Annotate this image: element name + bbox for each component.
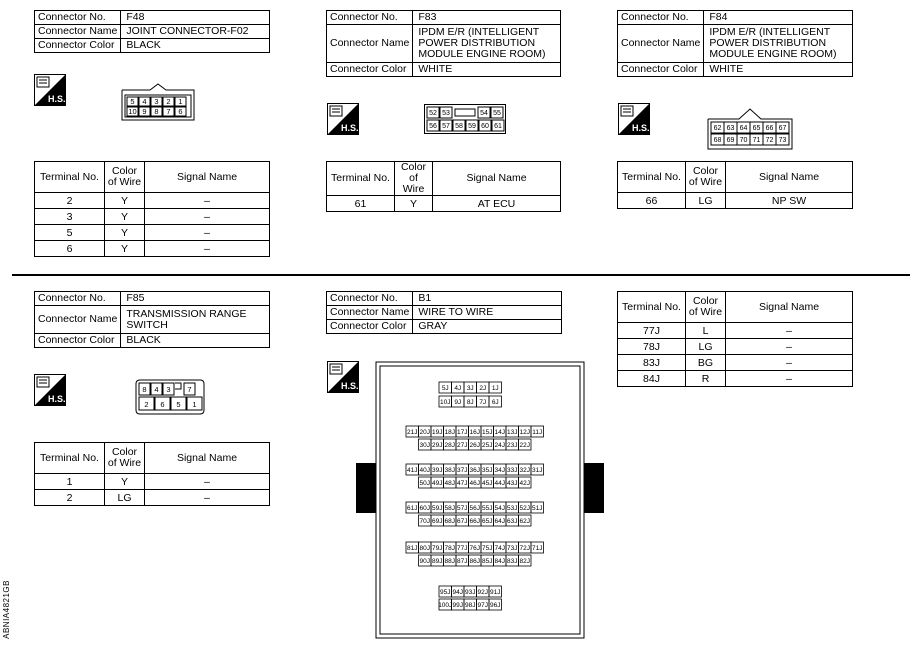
wire-color-header: Color of Wire: [686, 292, 726, 323]
svg-text:H.S.: H.S.: [48, 94, 66, 104]
pin-label: 7: [187, 385, 192, 394]
connector-face-f83: [424, 104, 506, 139]
connector-color-label: Connector Color: [35, 39, 121, 53]
terminal-table-b1: [617, 291, 853, 387]
pin-label: 1: [192, 400, 197, 409]
pin-label: 39J: [432, 467, 443, 474]
document-code: ABNIA4821GB: [2, 580, 11, 639]
pin-label: 43J: [507, 480, 518, 487]
pin-label: 84J: [494, 558, 505, 565]
pin-label: 11J: [532, 429, 543, 436]
pin-label: 59J: [432, 505, 443, 512]
table-row: 3 Y –: [35, 209, 270, 225]
pin-label: 25J: [482, 442, 493, 449]
pin-label: 28J: [444, 442, 455, 449]
table-row: 2 LG –: [35, 490, 270, 506]
pin-label: 94J: [452, 589, 463, 596]
pin-label: 3: [166, 385, 171, 394]
pin-label: 5: [176, 400, 181, 409]
connector-info-f84: [617, 10, 853, 77]
connector-no-label: Connector No.: [35, 292, 121, 306]
pin-label: 7J: [479, 399, 487, 406]
pin-label: 8J: [466, 399, 474, 406]
pin-label: 67: [778, 125, 787, 132]
pin-label: 7: [166, 107, 171, 116]
connector-no-label: Connector No.: [35, 11, 121, 25]
pin-label: 91J: [490, 589, 501, 596]
pin-label: 72J: [519, 545, 530, 552]
connector-color-value: GRAY: [413, 320, 562, 334]
connector-color-value: BLACK: [121, 334, 270, 348]
table-row: 5 Y –: [35, 225, 270, 241]
connector-info-b1: [326, 291, 562, 334]
pin-label: 60J: [419, 505, 430, 512]
table-row: 1 Y –: [35, 474, 270, 490]
terminal-no-header: Terminal No.: [618, 162, 686, 193]
pin-label: 93J: [465, 589, 476, 596]
pin-label: 56J: [469, 505, 480, 512]
pin-label: 65J: [482, 518, 493, 525]
pin-label: 73: [778, 137, 787, 144]
pin-label: 89J: [432, 558, 443, 565]
pin-label: 35J: [482, 467, 493, 474]
pin-label: 55: [493, 110, 501, 117]
pin-label: 38J: [444, 467, 455, 474]
table-row: 61 Y AT ECU: [327, 196, 561, 212]
pin-label: 68J: [444, 518, 455, 525]
pin-label: 69J: [432, 518, 443, 525]
connector-info-f85: [34, 291, 270, 348]
pin-label: 49J: [432, 480, 443, 487]
pin-label: 66: [765, 125, 774, 132]
signal-name-header: Signal Name: [726, 162, 853, 193]
wire-color-header: Color of Wire: [105, 162, 145, 193]
pin-label: 1J: [491, 385, 499, 392]
pin-label: 55J: [482, 505, 493, 512]
connector-face-b1: [350, 360, 610, 640]
table-row: 77J L –: [618, 323, 853, 339]
pin-label: 71: [752, 137, 761, 144]
pin-label: 6: [160, 400, 165, 409]
connector-info-f48: [34, 10, 270, 53]
connector-name-label: Connector Name: [618, 25, 704, 63]
pin-label: 5: [130, 97, 135, 106]
signal-name-header: Signal Name: [145, 443, 270, 474]
connector-name-value: WIRE TO WIRE: [413, 306, 562, 320]
pin-label: 98J: [465, 602, 476, 609]
pin-label: 1: [178, 97, 183, 106]
pin-label: 2J: [479, 385, 487, 392]
pin-label: 8: [142, 385, 147, 394]
table-row: 2 Y –: [35, 193, 270, 209]
terminal-no-header: Terminal No.: [327, 162, 395, 196]
pin-label: 4: [142, 97, 147, 106]
pin-label: 46J: [469, 480, 480, 487]
pin-label: 17J: [457, 429, 468, 436]
pin-label: 2: [144, 400, 149, 409]
pin-label: 20J: [419, 429, 430, 436]
connector-color-label: Connector Color: [618, 63, 704, 77]
pin-label: 44J: [494, 480, 505, 487]
pin-label: 48J: [444, 480, 455, 487]
pin-label: 61: [494, 123, 502, 130]
pin-label: 76J: [469, 545, 480, 552]
connector-no-value: F85: [121, 292, 270, 306]
connector-color-value: WHITE: [704, 63, 853, 77]
pin-label: 96J: [490, 602, 501, 609]
pin-label: 53J: [507, 505, 518, 512]
pin-label: 100J: [438, 602, 453, 609]
connector-name-label: Connector Name: [327, 306, 413, 320]
pin-label: 19J: [432, 429, 443, 436]
pin-label: 54J: [494, 505, 505, 512]
svg-text:H.S.: H.S.: [48, 394, 66, 404]
pin-label: 34J: [494, 467, 505, 474]
pin-label: 90J: [419, 558, 430, 565]
pin-label: 64: [739, 125, 748, 132]
pin-label: 70: [739, 137, 748, 144]
terminal-no-header: Terminal No.: [618, 292, 686, 323]
connector-name-label: Connector Name: [35, 306, 121, 334]
terminal-table-f84: [617, 161, 853, 209]
pin-label: 57J: [457, 505, 468, 512]
connector-color-value: BLACK: [121, 39, 270, 53]
pin-label: 5J: [441, 385, 449, 392]
table-row: 84J R –: [618, 371, 853, 387]
harness-side-icon: [327, 103, 359, 135]
wire-color-header: Color of Wire: [395, 162, 433, 196]
harness-side-icon: [618, 103, 650, 135]
connector-name-value: IPDM E/R (INTELLIGENT POWER DISTRIBUTION MODULE ENGINE ROOM): [704, 25, 853, 63]
signal-name-header: Signal Name: [145, 162, 270, 193]
connector-info-f83: [326, 10, 561, 77]
pin-label: 13J: [507, 429, 518, 436]
pin-label: 4J: [454, 385, 462, 392]
pin-label: 9J: [454, 399, 462, 406]
pin-label: 26J: [469, 442, 480, 449]
pin-label: 45J: [482, 480, 493, 487]
pin-label: 67J: [457, 518, 468, 525]
pin-label: 70J: [419, 518, 430, 525]
table-row: 83J BG –: [618, 355, 853, 371]
pin-label: 87J: [457, 558, 468, 565]
pin-label: 42J: [519, 480, 530, 487]
connector-color-label: Connector Color: [327, 320, 413, 334]
pin-label: 8: [154, 107, 159, 116]
pin-label: 37J: [457, 467, 468, 474]
connector-no-value: F48: [121, 11, 270, 25]
terminal-no-header: Terminal No.: [35, 162, 105, 193]
pin-label: 57: [442, 123, 450, 130]
connector-name-value: IPDM E/R (INTELLIGENT POWER DISTRIBUTION MODULE ENGINE ROOM): [413, 25, 561, 63]
connector-color-label: Connector Color: [327, 63, 413, 77]
pin-label: 24J: [494, 442, 505, 449]
pin-label: 65: [752, 125, 761, 132]
pin-label: 16J: [469, 429, 480, 436]
pin-label: 71J: [532, 545, 543, 552]
pin-label: 3J: [466, 385, 474, 392]
wire-color-header: Color of Wire: [686, 162, 726, 193]
pin-label: 60: [481, 123, 489, 130]
connector-face-f84: [705, 105, 795, 156]
connector-no-value: F84: [704, 11, 853, 25]
pin-label: 85J: [482, 558, 493, 565]
pin-label: 59: [468, 123, 476, 130]
table-row: 66 LG NP SW: [618, 193, 853, 209]
pin-label: 18J: [444, 429, 455, 436]
pin-label: 36J: [469, 467, 480, 474]
pin-label: 9: [142, 107, 147, 116]
pin-label: 53: [442, 110, 450, 117]
pin-label: 95J: [440, 589, 451, 596]
connector-name-label: Connector Name: [35, 25, 121, 39]
pin-label: 41J: [407, 467, 418, 474]
pin-label: 4: [154, 385, 159, 394]
connector-no-value: F83: [413, 11, 561, 25]
connector-color-value: WHITE: [413, 63, 561, 77]
pin-label: 6: [178, 107, 183, 116]
pin-label: 58J: [444, 505, 455, 512]
pin-label: 33J: [507, 467, 518, 474]
wire-color-header: Color of Wire: [105, 443, 145, 474]
pin-label: 77J: [457, 545, 468, 552]
pin-label: 52J: [519, 505, 530, 512]
pin-label: 2: [166, 97, 171, 106]
pin-label: 21J: [407, 429, 418, 436]
pin-label: 10J: [440, 399, 451, 406]
pin-label: 12J: [519, 429, 530, 436]
connector-color-label: Connector Color: [35, 334, 121, 348]
pin-label: 10: [128, 107, 137, 116]
pin-label: 3: [154, 97, 159, 106]
terminal-no-header: Terminal No.: [35, 443, 105, 474]
terminal-table-f85: [34, 442, 270, 506]
pin-label: 56: [429, 123, 437, 130]
pin-label: 78J: [444, 545, 455, 552]
connector-no-value: B1: [413, 292, 562, 306]
pin-label: 92J: [477, 589, 488, 596]
pin-label: 68: [713, 137, 722, 144]
pin-label: 22J: [519, 442, 530, 449]
terminal-table-f83: [326, 161, 561, 212]
signal-name-header: Signal Name: [433, 162, 561, 196]
pin-label: 58: [455, 123, 463, 130]
svg-text:H.S.: H.S.: [341, 381, 359, 391]
pin-label: 99J: [452, 602, 463, 609]
pin-label: 40J: [419, 467, 430, 474]
connector-no-label: Connector No.: [327, 292, 413, 306]
pin-label: 81J: [407, 545, 418, 552]
pin-label: 64J: [494, 518, 505, 525]
pin-label: 73J: [507, 545, 518, 552]
pin-label: 82J: [519, 558, 530, 565]
connector-face-f85: [134, 377, 206, 422]
pin-label: 61J: [407, 505, 418, 512]
table-row: 6 Y –: [35, 241, 270, 257]
pin-label: 88J: [444, 558, 455, 565]
pin-label: 23J: [507, 442, 518, 449]
pin-label: 79J: [432, 545, 443, 552]
connector-face-f48: [118, 80, 198, 127]
pin-label: 63J: [507, 518, 518, 525]
pin-label: 50J: [419, 480, 430, 487]
table-row: 78J LG –: [618, 339, 853, 355]
section-divider: [12, 274, 910, 276]
pin-label: 15J: [482, 429, 493, 436]
pin-label: 72: [765, 137, 774, 144]
pin-label: 80J: [419, 545, 430, 552]
pin-label: 69: [726, 137, 735, 144]
pin-label: 97J: [477, 602, 488, 609]
svg-text:H.S.: H.S.: [632, 123, 650, 133]
pin-label: 75J: [482, 545, 493, 552]
terminal-table-f48: [34, 161, 270, 257]
pin-label: 63: [726, 125, 735, 132]
pin-label: 6J: [491, 399, 499, 406]
pin-label: 29J: [432, 442, 443, 449]
pin-label: 54: [480, 110, 488, 117]
connector-name-label: Connector Name: [327, 25, 413, 63]
pin-label: 47J: [457, 480, 468, 487]
signal-name-header: Signal Name: [726, 292, 853, 323]
pin-label: 62J: [519, 518, 530, 525]
pin-label: 74J: [494, 545, 505, 552]
pin-label: 27J: [457, 442, 468, 449]
pin-label: 31J: [532, 467, 543, 474]
pin-label: 14J: [494, 429, 505, 436]
svg-text:H.S.: H.S.: [341, 123, 359, 133]
pin-label: 66J: [469, 518, 480, 525]
connector-name-value: TRANSMISSION RANGE SWITCH: [121, 306, 270, 334]
pin-label: 62: [713, 125, 722, 132]
pin-label: 32J: [519, 467, 530, 474]
pin-label: 30J: [419, 442, 430, 449]
pin-label: 52: [429, 110, 437, 117]
pin-label: 83J: [507, 558, 518, 565]
pin-label: 51J: [532, 505, 543, 512]
harness-side-icon: [34, 74, 66, 106]
harness-side-icon: [34, 374, 66, 406]
pin-label: 86J: [469, 558, 480, 565]
connector-no-label: Connector No.: [327, 11, 413, 25]
connector-name-value: JOINT CONNECTOR-F02: [121, 25, 270, 39]
connector-no-label: Connector No.: [618, 11, 704, 25]
